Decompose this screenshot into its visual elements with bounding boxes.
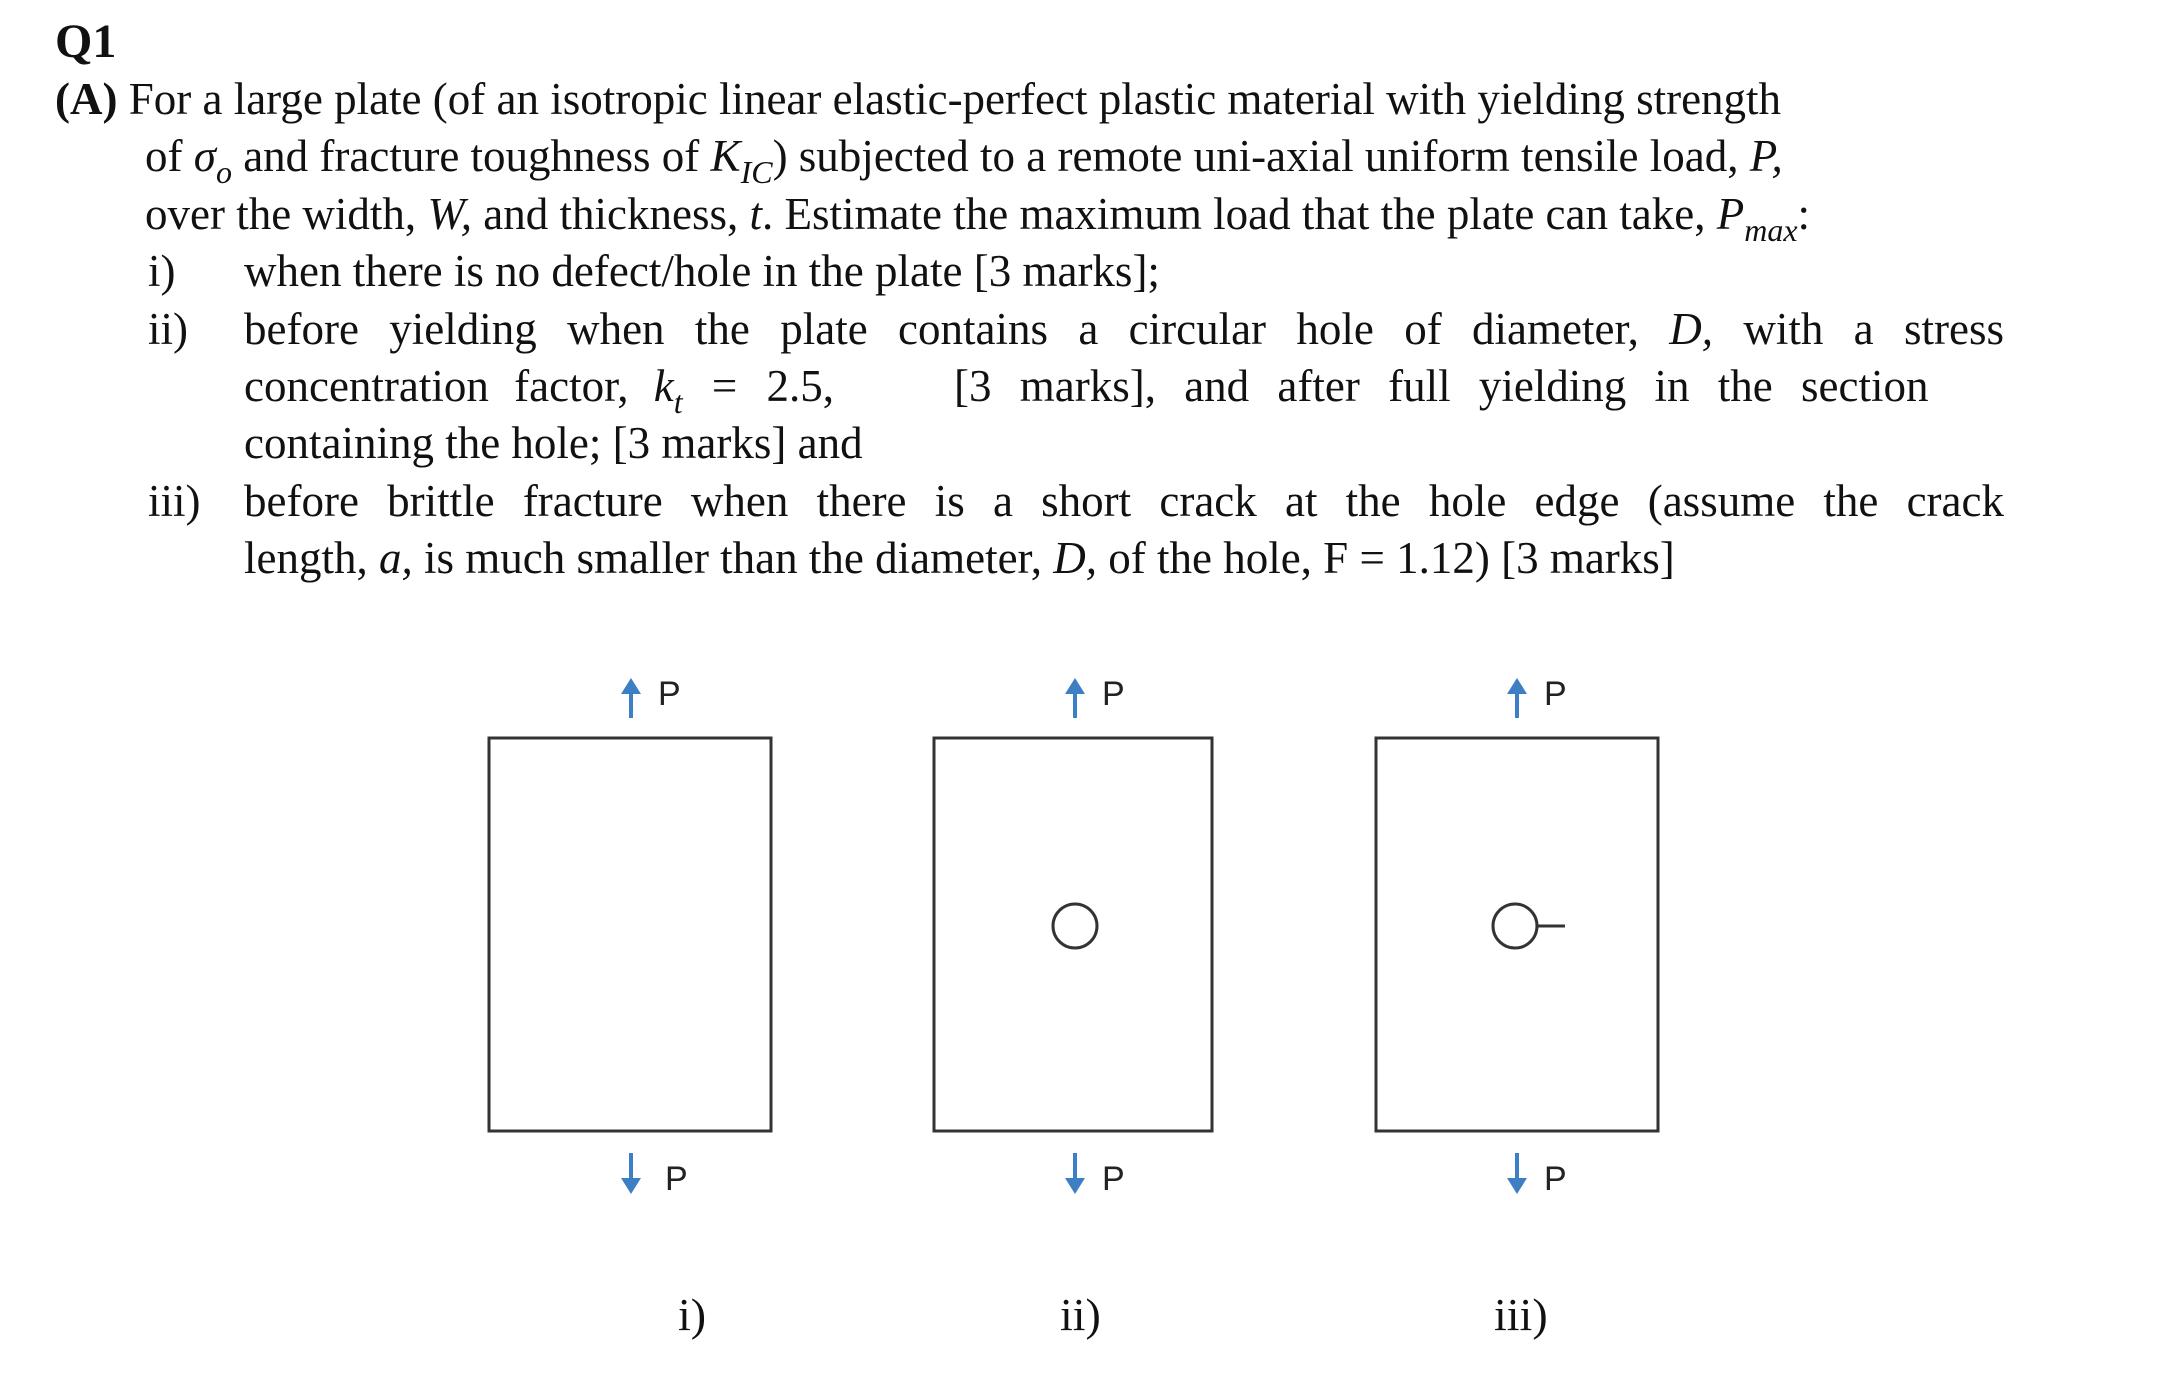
bottom-load-label: P: [1102, 1160, 1125, 1198]
item-ii-text-1b: with a stress: [1712, 304, 2004, 354]
kt-subscript: t: [673, 384, 683, 420]
d-symbol: D,: [1669, 304, 1713, 354]
intro-text-3c: . Estimate the maximum load that the plate can take,: [762, 189, 1717, 239]
intro-text-2a: of: [145, 131, 194, 181]
item-ii-text-2b: = 2.5,: [682, 361, 835, 411]
kt-symbol: k: [653, 361, 674, 411]
item-ii-label: ii): [148, 304, 188, 354]
item-iii-text-2b: is much smaller than the diameter,: [412, 533, 1054, 583]
item-ii-line-3: containing the hole; [3 marks] and: [244, 418, 863, 468]
k-subscript: IC: [740, 154, 773, 190]
intro-text-3-end: :: [1797, 189, 1811, 239]
item-i-text: when there is no defect/hole in the plate [3 marks];: [244, 246, 1160, 296]
plate-ii: [934, 738, 1212, 1131]
sigma-symbol: σ: [193, 131, 216, 181]
plate-i: [489, 738, 771, 1131]
circular-hole: [1493, 904, 1537, 948]
circular-hole: [1053, 904, 1097, 948]
top-load-label: P: [1544, 675, 1567, 713]
top-load-arrow-icon: [621, 678, 641, 694]
k-symbol: K: [710, 131, 741, 181]
pmax-subscript: max: [1744, 212, 1798, 248]
intro-text-3a: over the width,: [145, 189, 428, 239]
intro-text-2b: and fracture toughness of: [231, 131, 711, 181]
bottom-load-arrow-icon: [1065, 1178, 1085, 1194]
bottom-load-label: P: [1544, 1160, 1567, 1198]
w-symbol: W,: [427, 189, 473, 239]
item-iii-label: iii): [148, 476, 201, 526]
plate-iii: [1376, 738, 1658, 1131]
item-ii-text-1a: before yielding when the plate contains a circular hole of diameter,: [244, 304, 1670, 354]
plate-i-caption: i): [678, 1289, 707, 1340]
bottom-load-arrow-icon: [621, 1178, 641, 1194]
d-symbol-2: D,: [1053, 533, 1097, 583]
a-symbol: a,: [378, 533, 413, 583]
plate-iii-group: [1376, 675, 1658, 1340]
plate-iii-caption: iii): [1494, 1289, 1548, 1340]
intro-text-3b: and thickness,: [472, 189, 750, 239]
bottom-load-label: P: [665, 1160, 688, 1198]
item-ii-text-2c: [3 marks], and after full yielding in the section: [954, 361, 1929, 411]
question-number: Q1: [55, 15, 117, 68]
part-label: (A): [55, 74, 118, 124]
top-load-arrow-icon: [1507, 678, 1527, 694]
intro-text-2c: ) subjected to a remote uni-axial uniform tensile load,: [772, 131, 1750, 181]
plate-ii-caption: ii): [1060, 1289, 1101, 1340]
pmax-symbol: P: [1716, 189, 1745, 239]
bottom-load-arrow-icon: [1507, 1178, 1527, 1194]
intro-text-1: For a large plate (of an isotropic linear elastic-perfect plastic material with yielding strength: [128, 74, 1782, 124]
item-ii-text-2a: concentration factor,: [244, 361, 654, 411]
sigma-subscript: o: [215, 154, 232, 190]
top-load-label: P: [1102, 675, 1125, 713]
item-iii-line-1: before brittle fracture when there is a short crack at the hole edge (assume the crack: [244, 476, 2004, 526]
plate-i-group: [489, 675, 771, 1340]
item-i-label: i): [148, 246, 176, 296]
plate-ii-group: [934, 675, 1212, 1340]
item-iii-text-2a: length,: [244, 533, 379, 583]
item-iii-text-2c: of the hole, F = 1.12) [3 marks]: [1097, 533, 1675, 583]
t-symbol: t: [749, 189, 763, 239]
top-load-arrow-icon: [1065, 678, 1085, 694]
p-symbol: P,: [1749, 131, 1783, 181]
top-load-label: P: [658, 675, 681, 713]
